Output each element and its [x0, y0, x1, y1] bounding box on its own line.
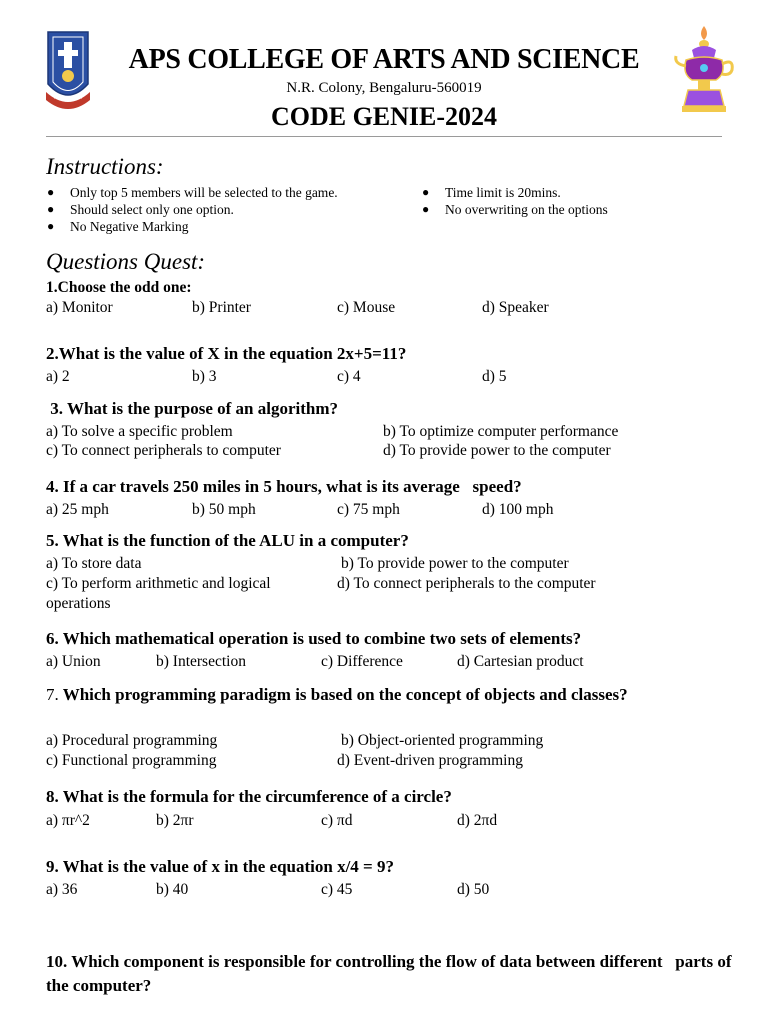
- option-9b: b) 40: [156, 881, 189, 898]
- option-4a: a) 25 mph: [46, 501, 109, 518]
- option-1b: b) Printer: [192, 299, 251, 316]
- option-5b: b) To provide power to the computer: [341, 555, 569, 572]
- question-1: 1.Choose the odd one:: [46, 279, 192, 296]
- question-5: 5. What is the function of the ALU in a computer?: [46, 531, 409, 550]
- bullet-icon: ●: [422, 202, 430, 216]
- option-2b: b) 3: [192, 368, 217, 385]
- option-8b: b) 2πr: [156, 812, 194, 829]
- genie-lamp-icon: [672, 24, 736, 116]
- question-7: [46, 683, 726, 707]
- option-7a: a) Procedural programming: [46, 732, 218, 749]
- option-6c: c) Difference: [321, 653, 403, 670]
- bullet-icon: ●: [47, 185, 55, 199]
- option-4d: d) 100 mph: [482, 501, 554, 518]
- question-7-number: 7.: [46, 685, 59, 704]
- question-3: 3. What is the purpose of an algorithm?: [46, 399, 339, 418]
- question-7-text: Which programming paradigm is based on the concept of objects and classes?: [58, 685, 628, 704]
- option-3d: d) To provide power to the computer: [383, 442, 611, 459]
- option-6d: d) Cartesian product: [457, 653, 584, 670]
- questions-heading: Questions Quest:: [46, 249, 206, 274]
- option-1a: a) Monitor: [46, 299, 113, 316]
- bullet-icon: ●: [47, 219, 55, 233]
- option-6b: b) Intersection: [156, 653, 246, 670]
- instruction-item: ● Time limit is 20mins.: [422, 185, 561, 200]
- option-3c: c) To connect peripherals to computer: [46, 442, 281, 459]
- option-9c: c) 45: [321, 881, 353, 898]
- option-9a: a) 36: [46, 881, 78, 898]
- option-4c: c) 75 mph: [337, 501, 400, 518]
- question-6: 6. Which mathematical operation is used to combine two sets of elements?: [46, 629, 582, 648]
- option-5c: c) To perform arithmetic and logical operations: [46, 575, 271, 612]
- college-address: N.R. Colony, Bengaluru-560019: [286, 80, 482, 96]
- option-7d: d) Event-driven programming: [337, 752, 523, 769]
- option-2d: d) 5: [482, 368, 507, 385]
- question-2: 2.What is the value of X in the equation 2x+5=11?: [46, 344, 407, 363]
- option-5a: a) To store data: [46, 555, 142, 572]
- event-title: CODE GENIE-2024: [270, 102, 498, 131]
- instruction-item: ● No overwriting on the options: [422, 202, 608, 217]
- option-4b: b) 50 mph: [192, 501, 256, 518]
- option-2a: a) 2: [46, 368, 70, 385]
- instructions-heading: Instructions:: [46, 154, 164, 179]
- bullet-icon: ●: [422, 185, 430, 199]
- college-crest-icon: [40, 28, 96, 112]
- option-7b: b) Object-oriented programming: [341, 732, 544, 749]
- option-3b: b) To optimize computer performance: [383, 423, 619, 440]
- question-10: 10. Which component is responsible for controlling the flow of data between different parts of the computer?: [46, 952, 736, 995]
- option-1d: d) Speaker: [482, 299, 549, 316]
- question-8: 8. What is the formula for the circumference of a circle?: [46, 787, 452, 806]
- option-3a: a) To solve a specific problem: [46, 423, 233, 440]
- option-8d: d) 2πd: [457, 812, 498, 829]
- instructions-list-right: [421, 184, 608, 218]
- instructions-list-left: [46, 184, 338, 235]
- option-2c: c) 4: [337, 368, 361, 385]
- question-4: 4. If a car travels 250 miles in 5 hours, what is its average speed?: [46, 477, 522, 496]
- instruction-item: ● Should select only one option.: [47, 202, 234, 217]
- option-5d: d) To connect peripherals to the computer: [337, 575, 596, 592]
- option-8a: a) πr^2: [46, 812, 90, 829]
- bullet-icon: ●: [47, 202, 55, 216]
- question-9: 9. What is the value of x in the equation x/4 = 9?: [46, 857, 394, 876]
- instruction-item: ● Only top 5 members will be selected to the game.: [47, 185, 338, 200]
- header-divider: [46, 136, 722, 137]
- option-8c: c) πd: [321, 812, 353, 829]
- option-1c: c) Mouse: [337, 299, 396, 316]
- option-6a: a) Union: [46, 653, 101, 670]
- college-name: APS COLLEGE OF ARTS AND SCIENCE: [128, 44, 640, 75]
- instruction-item: ● No Negative Marking: [47, 219, 189, 234]
- option-9d: d) 50: [457, 881, 490, 898]
- option-7c: c) Functional programming: [46, 752, 217, 769]
